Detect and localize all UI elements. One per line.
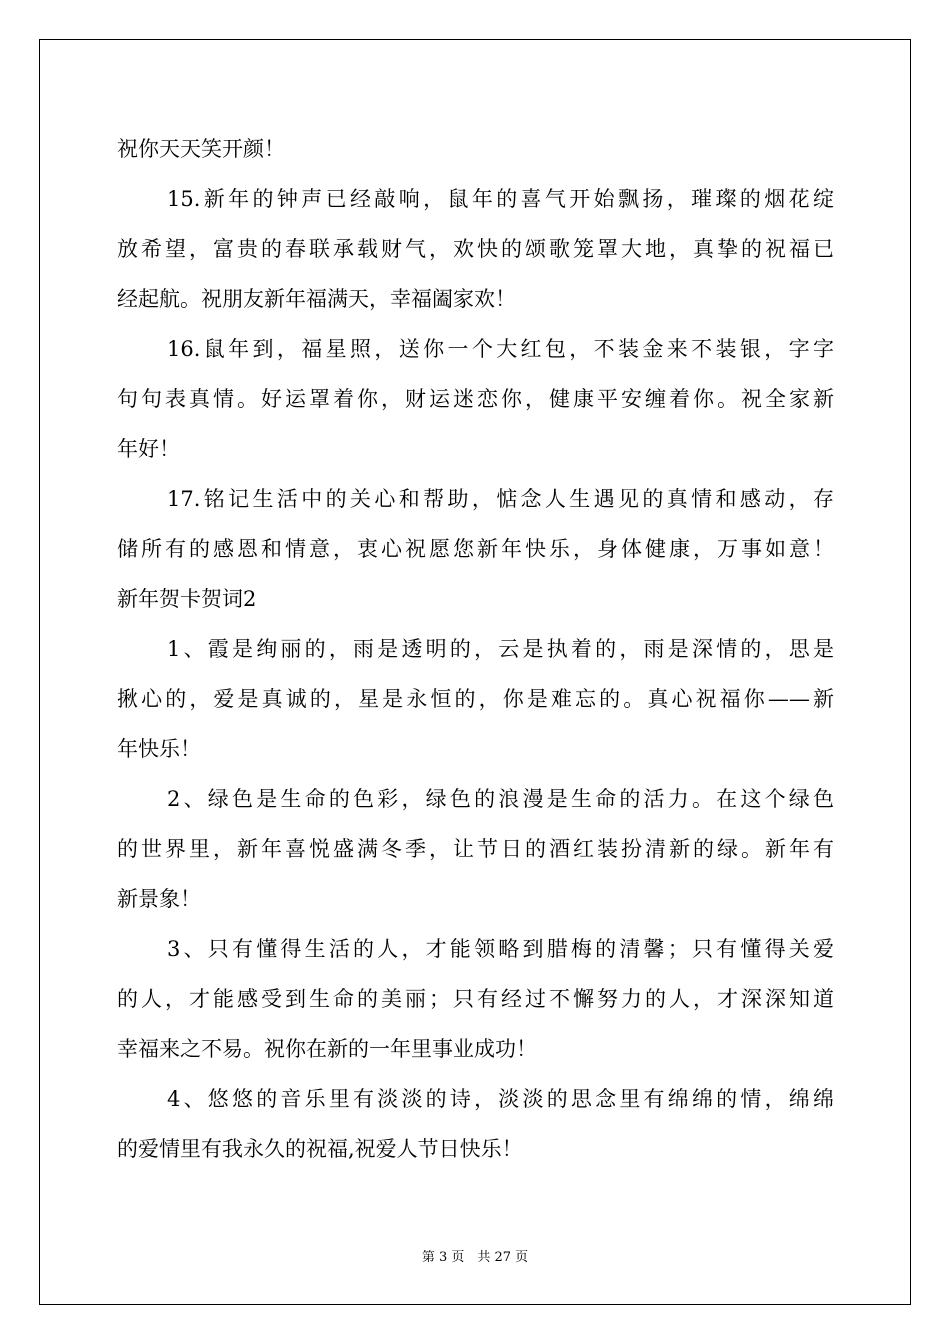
text-line: 的世界里，新年喜悦盛满冬季，让节日的酒红装扮清新的绿。新年有 [117, 837, 834, 861]
text-line: 15.新年的钟声已经敲响，鼠年的喜气开始飘扬，璀璨的烟花绽 [167, 187, 834, 211]
text-line: 1、霞是绚丽的，雨是透明的，云是执着的，雨是深情的，思是 [167, 637, 834, 661]
text-line: 3、只有懂得生活的人，才能领略到腊梅的清馨；只有懂得关爱 [167, 937, 834, 961]
text-line: 幸福来之不易。祝你在新的一年里事业成功！ [117, 1037, 537, 1061]
text-line: 储所有的感恩和情意，衷心祝愿您新年快乐，身体健康，万事如意！ [117, 537, 834, 561]
text-line: 放希望，富贵的春联承载财气，欢快的颂歌笼罩大地，真挚的祝福已 [117, 237, 834, 261]
text-line: 经起航。祝朋友新年福满天，幸福阖家欢！ [117, 287, 516, 311]
document-body [117, 124, 834, 1174]
section-heading: 新年贺卡贺词2 [117, 587, 257, 611]
text-line: 年好！ [117, 437, 180, 461]
text-line: 揪心的，爱是真诚的，星是永恒的，你是难忘的。真心祝福你——新 [117, 687, 834, 711]
page-number-footer: 第 3 页 共 27 页 [421, 1250, 529, 1265]
text-line: 16.鼠年到，福星照，送你一个大红包，不装金来不装银，字字 [167, 337, 834, 361]
text-line: 祝你天天笑开颜！ [117, 137, 285, 161]
text-line: 的人，才能感受到生命的美丽；只有经过不懈努力的人，才深深知道 [117, 987, 834, 1011]
text-line: 4、悠悠的音乐里有淡淡的诗，淡淡的思念里有绵绵的情，绵绵 [167, 1087, 834, 1111]
text-line: 句句表真情。好运罩着你，财运迷恋你，健康平安缠着你。祝全家新 [117, 387, 834, 411]
text-line: 的爱情里有我永久的祝福,祝爱人节日快乐！ [117, 1137, 523, 1161]
text-line: 新景象！ [117, 887, 201, 911]
text-line: 2、绿色是生命的色彩，绿色的浪漫是生命的活力。在这个绿色 [167, 787, 834, 811]
text-line: 年快乐！ [117, 737, 201, 761]
text-line: 17.铭记生活中的关心和帮助，惦念人生遇见的真情和感动，存 [167, 487, 834, 511]
